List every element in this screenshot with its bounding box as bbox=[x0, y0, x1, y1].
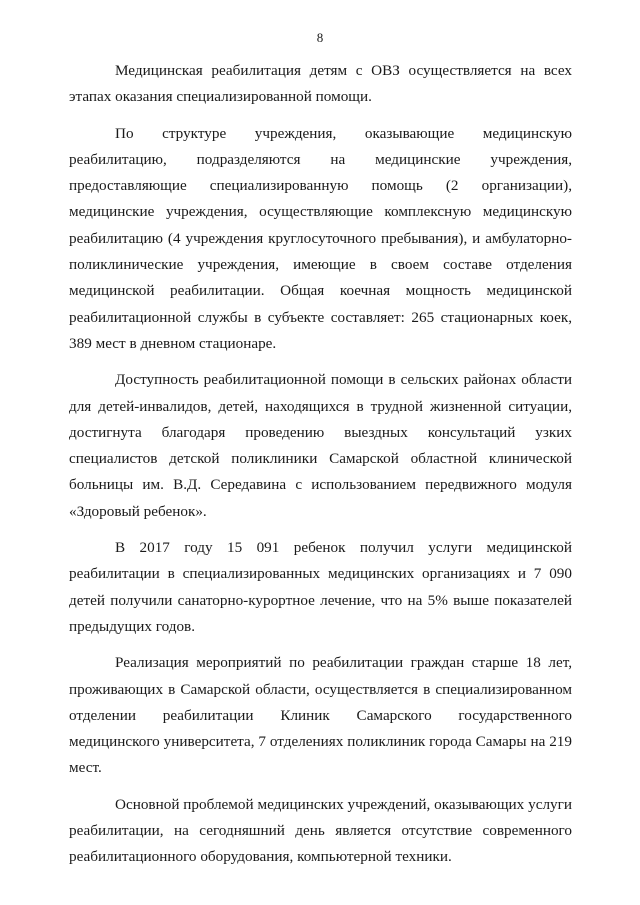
paragraph-rural-availability: Доступность реабилитационной помощи в сельских районах области для детей-инвалидов, детей, находящихся в трудной жизненной ситуации, достигнута благодаря проведению выездных консультаций узких специалистов детской поликлиники Самарской областной клинической больницы им. В.Д. Середавина с использованием передвижного модуля «Здоровый ребенок». bbox=[69, 371, 572, 520]
paragraph-children-rehabilitation: Медицинская реабилитация детям с ОВЗ осуществляется на всех этапах оказания специализированной помощи. bbox=[69, 62, 572, 106]
page-number: 8 bbox=[316, 30, 324, 45]
document-body bbox=[69, 58, 572, 881]
paragraph-adult-rehabilitation: Реализация мероприятий по реабилитации граждан старше 18 лет, проживающих в Самарской области, осуществляется в специализированном отделении реабилитации Клиник Самарского государственного медицинского университета, 7 отделениях поликлиник города Самары на 219 мест. bbox=[69, 654, 572, 777]
paragraph-main-problem: Основной проблемой медицинских учреждений, оказывающих услуги реабилитации, на сегодняшний день является отсутствие современного реабилитационного оборудования, компьютерной техники. bbox=[69, 795, 572, 866]
paragraph-institution-structure: По структуре учреждения, оказывающие медицинскую реабилитацию, подразделяются на медицинские учреждения, предоставляющие специализированную помощь (2 организации), медицинские учреждения, осуществляющие комплексную медицинскую реабилитацию (4 учреждения круглосуточного пребывания), и амбулаторно-поликлинические учреждения, имеющие в своем составе отделения медицинской реабилитации. Общая коечная мощность медицинской реабилитационной службы в субъекте составляет: 265 стационарных коек, 389 мест в дневном стационаре. bbox=[69, 124, 572, 352]
paragraph-2017-statistics: В 2017 году 15 091 ребенок получил услуги медицинской реабилитации в специализированных медицинских организациях и 7 090 детей получили санаторно-курортное лечение, что на 5% выше показателей предыдущих годов. bbox=[69, 539, 572, 635]
